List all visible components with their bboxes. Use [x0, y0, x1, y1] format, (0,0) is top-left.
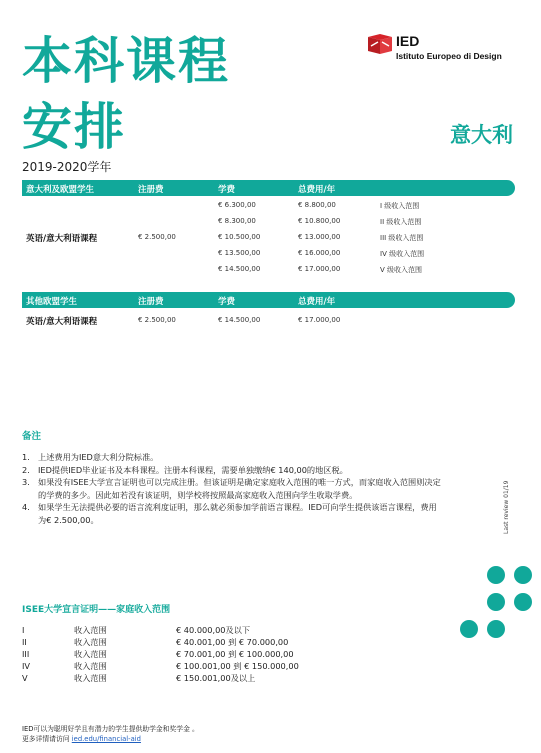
row-range: III 级收入范围: [380, 234, 424, 242]
list-item: [22, 501, 442, 526]
row-tuition: € 8.300,00: [218, 217, 256, 225]
isee-label: 收入范围: [74, 625, 107, 635]
table-eu-header: [22, 180, 515, 196]
table-non-eu-total: € 17.000,00: [298, 316, 341, 324]
row-range: II 级收入范围: [380, 218, 422, 226]
row-total: € 8.800,00: [298, 201, 336, 209]
dot-icon: [514, 593, 532, 611]
isee-level: III: [22, 649, 30, 659]
isee-value: € 100.001,00 到 € 150.000,00: [176, 661, 299, 671]
isee-value: € 40.001,00 到 € 70.000,00: [176, 637, 289, 647]
isee-label: 收入范围: [74, 661, 107, 671]
ied-logo-mark-icon: [366, 33, 394, 55]
notes-list: [22, 451, 442, 527]
table-eu-col-students: 意大利及欧盟学生: [26, 185, 95, 195]
row-tuition: € 10.500,00: [218, 233, 261, 241]
table-eu-body: [22, 196, 515, 278]
isee-label: 收入范围: [74, 649, 107, 659]
note-text: IED提供IED毕业证书及本科课程。注册本科课程，需要单独缴纳€ 140,00的地区税。: [38, 464, 348, 475]
row-range: V 级收入范围: [380, 266, 423, 274]
table-non-eu-program: 英语/意大利语课程: [26, 317, 98, 327]
isee-level: V: [22, 673, 28, 683]
row-total: € 16.000,00: [298, 249, 341, 257]
isee-value: € 40.000,00及以下: [176, 625, 251, 635]
table-non-eu-tuition: € 14.500,00: [218, 316, 261, 324]
row-total: € 13.000,00: [298, 233, 341, 241]
table-eu-program: 英语/意大利语课程: [26, 234, 98, 244]
table-non-eu-col-tuition: 学费: [218, 297, 236, 307]
table-non-eu-col-total: 总费用/年: [298, 297, 336, 307]
logo-subtitle: Istituto Europeo di Design: [396, 51, 502, 61]
table-non-eu-col-registration: 注册费: [138, 297, 164, 307]
table-eu-col-tuition: 学费: [218, 185, 236, 195]
dot-icon: [487, 620, 505, 638]
dot-icon: [487, 593, 505, 611]
isee-value: € 70.001,00 到 € 100.000,00: [176, 649, 294, 659]
country-label: 意大利: [450, 123, 513, 147]
note-number: 1.: [22, 452, 30, 462]
dot-icon: [487, 566, 505, 584]
financial-aid-link[interactable]: ied.edu/financial-aid: [71, 735, 141, 743]
row-total: € 10.800,00: [298, 217, 341, 225]
table-non-eu-registration-fee: € 2.500,00: [138, 316, 176, 324]
isee-value: € 150.001,00及以上: [176, 673, 256, 683]
last-review-label: Last review 01/19: [503, 480, 510, 534]
ied-logo: [366, 30, 526, 70]
table-eu-registration-fee: € 2.500,00: [138, 233, 176, 241]
list-item: [22, 476, 442, 501]
footer: [22, 724, 199, 744]
isee-label: 收入范围: [74, 673, 107, 683]
notes-heading: 备注: [22, 431, 42, 442]
note-number: 2.: [22, 464, 30, 475]
logo-brand: IED: [396, 33, 420, 49]
table-row: [22, 661, 402, 673]
list-item: [22, 451, 442, 464]
dot-icon: [514, 566, 532, 584]
table-row: [22, 308, 515, 330]
row-tuition: € 14.500,00: [218, 265, 261, 273]
table-row: [22, 649, 402, 661]
table-non-eu-header: [22, 292, 515, 308]
page-title-line2: 安排: [22, 98, 126, 156]
isee-level: IV: [22, 661, 31, 671]
row-range: I 级收入范围: [380, 202, 420, 210]
table-eu-col-total: 总费用/年: [298, 185, 336, 195]
table-row: [22, 673, 402, 685]
isee-level: I: [22, 625, 25, 635]
table-non-eu-col-students: 其他欧盟学生: [26, 297, 78, 307]
footer-line1: IED可以为聪明好学且有潜力的学生提供助学金和奖学金 。: [22, 725, 199, 733]
row-tuition: € 13.500,00: [218, 249, 261, 257]
row-total: € 17.000,00: [298, 265, 341, 273]
academic-year: 2019-2020学年: [22, 160, 112, 174]
footer-line2: [22, 734, 199, 744]
note-text: 如果没有ISEE大学宣言证明也可以完成注册。但该证明是确定家庭收入范围的唯一方式，而家庭收入范围则决定的学费的多少。因此如若没有该证明，则学校将按照最高家庭收入范围向学生收取学费。: [38, 477, 441, 500]
row-tuition: € 6.300,00: [218, 201, 256, 209]
page-title-line1: 本科课程: [22, 32, 230, 90]
table-row: [22, 625, 402, 637]
note-number: 4.: [22, 502, 30, 513]
isee-level: II: [22, 637, 27, 647]
list-item: [22, 464, 442, 477]
dot-icon: [460, 620, 478, 638]
note-text: 如果学生无法提供必要的语言流利度证明，那么就必须参加学前语言课程。IED可向学生提供该语言课程，费用为€ 2.500,00。: [38, 502, 437, 525]
note-text: 上述费用为IED意大利分院标准。: [38, 452, 159, 462]
isee-heading: ISEE大学宣言证明——家庭收入范围: [22, 605, 171, 615]
table-row: [22, 637, 402, 649]
footer-line2-prefix: 更多详情请访问: [22, 735, 72, 743]
isee-label: 收入范围: [74, 637, 107, 647]
note-number: 3.: [22, 477, 30, 488]
row-range: IV 级收入范围: [380, 250, 425, 258]
table-eu-col-registration: 注册费: [138, 185, 164, 195]
